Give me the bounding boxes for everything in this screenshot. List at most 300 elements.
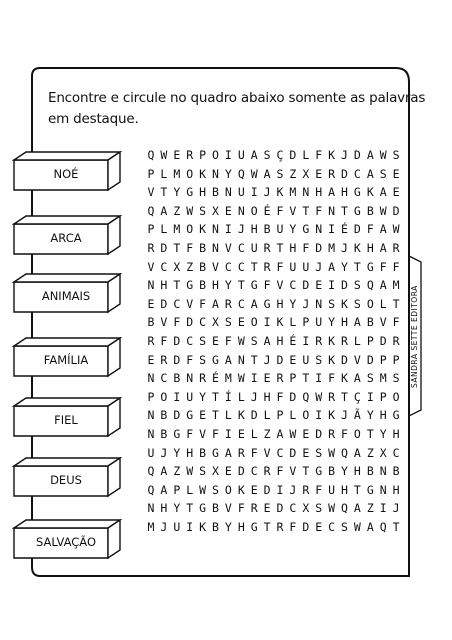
grid-letter[interactable]: A xyxy=(379,241,387,255)
grid-letter[interactable]: T xyxy=(173,278,181,293)
grid-letter[interactable]: B xyxy=(366,203,374,218)
grid-letter[interactable]: O xyxy=(250,203,258,218)
grid-letter[interactable]: A xyxy=(160,482,168,497)
grid-letter[interactable]: N xyxy=(315,222,323,237)
grid-letter[interactable]: A xyxy=(353,315,361,330)
grid-letter[interactable]: F xyxy=(379,259,387,274)
grid-letter[interactable]: K xyxy=(237,408,245,423)
grid-letter[interactable]: R xyxy=(263,259,271,274)
grid-letter[interactable]: S xyxy=(379,166,387,181)
grid-letter[interactable]: A xyxy=(224,445,232,460)
grid-letter[interactable]: Q xyxy=(147,464,155,479)
grid-letter[interactable]: O xyxy=(186,222,194,237)
grid-letter[interactable]: F xyxy=(237,501,245,516)
grid-letter[interactable]: N xyxy=(147,501,155,516)
grid-letter[interactable]: G xyxy=(263,296,271,311)
grid-letter[interactable]: S xyxy=(250,334,258,348)
grid-letter[interactable]: D xyxy=(289,389,297,404)
grid-letter[interactable]: D xyxy=(392,203,400,218)
grid-letter[interactable]: H xyxy=(237,520,245,534)
grid-letter[interactable]: T xyxy=(263,520,271,534)
grid-letter[interactable]: U xyxy=(237,148,245,162)
grid-letter[interactable]: H xyxy=(276,296,284,311)
grid-letter[interactable]: N xyxy=(147,278,155,293)
grid-letter[interactable]: M xyxy=(147,520,155,534)
grid-letter[interactable]: M xyxy=(392,278,400,293)
grid-letter[interactable]: Q xyxy=(237,166,245,181)
grid-letter[interactable]: V xyxy=(147,185,155,200)
grid-letter[interactable]: W xyxy=(186,464,194,479)
grid-letter[interactable]: K xyxy=(328,148,336,162)
grid-letter[interactable]: E xyxy=(250,482,258,497)
grid-letter[interactable]: F xyxy=(328,371,336,386)
grid-letter[interactable]: É xyxy=(341,222,348,237)
grid-letter[interactable]: F xyxy=(302,241,310,255)
grid-letter[interactable]: P xyxy=(289,371,297,386)
grid-letter[interactable]: R xyxy=(224,296,232,311)
grid-letter[interactable]: F xyxy=(366,222,374,237)
grid-letter[interactable]: A xyxy=(353,445,361,460)
grid-letter[interactable]: L xyxy=(160,222,168,237)
grid-letter[interactable]: I xyxy=(328,278,336,293)
grid-letter[interactable]: K xyxy=(353,241,361,255)
grid-letter[interactable]: E xyxy=(147,352,155,367)
grid-letter[interactable]: V xyxy=(212,259,219,274)
grid-letter[interactable]: Q xyxy=(341,445,348,460)
grid-letter[interactable]: F xyxy=(341,427,348,441)
grid-letter[interactable]: N xyxy=(212,241,219,255)
grid-letter[interactable]: W xyxy=(160,148,168,162)
grid-letter[interactable]: G xyxy=(392,408,400,423)
grid-letter[interactable]: C xyxy=(224,259,232,274)
grid-letter[interactable]: W xyxy=(186,203,194,218)
grid-letter[interactable]: R xyxy=(147,334,155,348)
grid-letter[interactable]: F xyxy=(276,464,284,479)
grid-letter[interactable]: I xyxy=(250,371,258,386)
grid-letter[interactable]: Z xyxy=(173,464,181,479)
grid-letter[interactable]: I xyxy=(263,315,271,330)
grid-letter[interactable]: L xyxy=(289,315,297,330)
grid-letter[interactable]: E xyxy=(302,427,310,441)
grid-letter[interactable]: S xyxy=(366,371,374,386)
grid-letter[interactable]: Y xyxy=(366,408,374,423)
grid-letter[interactable]: J xyxy=(250,389,258,404)
grid-letter[interactable]: T xyxy=(212,408,219,423)
grid-letter[interactable]: G xyxy=(353,203,361,218)
grid-letter[interactable]: T xyxy=(302,464,310,479)
grid-letter[interactable]: E xyxy=(224,464,232,479)
grid-letter[interactable]: Q xyxy=(147,482,155,497)
grid-letter[interactable]: Q xyxy=(341,501,348,516)
grid-letter[interactable]: L xyxy=(250,427,258,441)
grid-letter[interactable]: I xyxy=(224,148,232,162)
grid-letter[interactable]: X xyxy=(212,315,219,330)
grid-letter[interactable]: B xyxy=(173,371,181,386)
grid-letter[interactable]: Z xyxy=(366,445,374,460)
grid-letter[interactable]: T xyxy=(237,278,245,293)
grid-letter[interactable]: J xyxy=(263,185,271,200)
grid-letter[interactable]: D xyxy=(160,241,168,255)
grid-letter[interactable]: G xyxy=(199,501,207,516)
grid-letter[interactable]: L xyxy=(289,408,297,423)
grid-letter[interactable]: E xyxy=(392,166,400,181)
grid-letter[interactable]: H xyxy=(160,278,168,293)
grid-letter[interactable]: S xyxy=(315,352,323,367)
grid-letter[interactable]: E xyxy=(173,148,181,162)
grid-letter[interactable]: S xyxy=(263,148,271,162)
grid-letter[interactable]: R xyxy=(186,148,194,162)
grid-letter[interactable]: T xyxy=(302,371,310,386)
grid-letter[interactable]: O xyxy=(302,408,310,423)
grid-letter[interactable]: A xyxy=(328,259,336,274)
grid-letter[interactable]: E xyxy=(315,520,323,534)
grid-letter[interactable]: T xyxy=(392,520,400,534)
grid-letter[interactable]: P xyxy=(147,222,155,237)
grid-letter[interactable]: D xyxy=(237,464,245,479)
grid-letter[interactable]: U xyxy=(315,315,323,330)
grid-letter[interactable]: F xyxy=(160,334,168,348)
grid-letter[interactable]: P xyxy=(379,389,387,404)
grid-letter[interactable]: Y xyxy=(379,427,387,441)
grid-letter[interactable]: E xyxy=(302,445,310,460)
grid-letter[interactable]: V xyxy=(224,241,232,255)
grid-letter[interactable]: G xyxy=(302,222,310,237)
grid-letter[interactable]: S xyxy=(199,352,207,367)
grid-letter[interactable]: Ç xyxy=(276,148,284,162)
grid-letter[interactable]: K xyxy=(199,222,207,237)
grid-letter[interactable]: B xyxy=(199,241,207,255)
grid-letter[interactable]: C xyxy=(237,259,245,274)
grid-letter[interactable]: P xyxy=(199,148,207,162)
grid-letter[interactable]: E xyxy=(315,166,323,181)
grid-letter[interactable]: V xyxy=(379,315,387,330)
grid-letter[interactable]: H xyxy=(212,278,219,293)
grid-letter[interactable]: M xyxy=(173,166,181,181)
grid-letter[interactable]: Z xyxy=(289,166,297,181)
grid-letter[interactable]: S xyxy=(328,296,336,311)
grid-letter[interactable]: W xyxy=(289,427,297,441)
grid-letter[interactable]: T xyxy=(341,203,348,218)
grid-letter[interactable]: U xyxy=(250,241,258,255)
grid-letter[interactable]: H xyxy=(289,241,297,255)
grid-letter[interactable]: X xyxy=(302,501,310,516)
grid-letter[interactable]: R xyxy=(250,501,258,516)
grid-letter[interactable]: R xyxy=(328,166,336,181)
grid-letter[interactable]: S xyxy=(315,445,323,460)
grid-letter[interactable]: L xyxy=(353,334,361,348)
grid-letter[interactable]: A xyxy=(224,352,232,367)
grid-letter[interactable]: T xyxy=(212,389,219,404)
grid-letter[interactable]: I xyxy=(186,520,194,534)
grid-letter[interactable]: A xyxy=(353,501,361,516)
grid-letter[interactable]: H xyxy=(341,482,348,497)
grid-letter[interactable]: D xyxy=(276,352,284,367)
grid-letter[interactable]: H xyxy=(199,185,207,200)
grid-letter[interactable]: B xyxy=(263,222,271,237)
grid-letter[interactable]: Y xyxy=(173,445,181,460)
grid-letter[interactable]: L xyxy=(263,408,271,423)
grid-letter[interactable]: V xyxy=(289,464,297,479)
grid-letter[interactable]: C xyxy=(237,296,245,311)
grid-letter[interactable]: I xyxy=(302,334,310,348)
grid-letter[interactable]: R xyxy=(276,371,284,386)
grid-letter[interactable]: D xyxy=(289,148,297,162)
grid-letter[interactable]: C xyxy=(289,278,297,293)
grid-letter[interactable]: Q xyxy=(147,203,155,218)
grid-letter[interactable]: S xyxy=(199,203,207,218)
grid-letter[interactable]: H xyxy=(379,408,387,423)
grid-letter[interactable]: D xyxy=(289,445,297,460)
grid-letter[interactable]: H xyxy=(160,501,168,516)
grid-letter[interactable]: G xyxy=(353,185,361,200)
grid-letter[interactable]: V xyxy=(224,501,232,516)
grid-letter[interactable]: E xyxy=(263,371,271,386)
grid-letter[interactable]: L xyxy=(186,482,194,497)
grid-letter[interactable]: C xyxy=(160,371,168,386)
grid-letter[interactable]: U xyxy=(276,222,284,237)
grid-letter[interactable]: F xyxy=(186,427,194,441)
grid-letter[interactable]: T xyxy=(173,241,181,255)
grid-letter[interactable]: K xyxy=(341,371,348,386)
grid-letter[interactable]: D xyxy=(353,222,361,237)
grid-letter[interactable]: R xyxy=(263,241,271,255)
grid-letter[interactable]: P xyxy=(392,352,400,367)
grid-letter[interactable]: H xyxy=(315,185,323,200)
grid-letter[interactable]: M xyxy=(328,241,336,255)
grid-letter[interactable]: B xyxy=(392,464,400,479)
grid-letter[interactable]: J xyxy=(341,148,348,162)
grid-letter[interactable]: É xyxy=(263,203,271,218)
grid-letter[interactable]: N xyxy=(212,222,219,237)
grid-letter[interactable]: E xyxy=(224,203,232,218)
grid-letter[interactable]: H xyxy=(366,241,374,255)
grid-letter[interactable]: W xyxy=(379,203,387,218)
grid-letter[interactable]: Y xyxy=(173,501,181,516)
grid-letter[interactable]: U xyxy=(289,259,297,274)
grid-letter[interactable]: C xyxy=(289,501,297,516)
grid-letter[interactable]: C xyxy=(392,445,400,460)
grid-letter[interactable]: N xyxy=(224,185,232,200)
grid-letter[interactable]: C xyxy=(250,464,258,479)
grid-letter[interactable]: O xyxy=(186,166,194,181)
grid-letter[interactable]: X xyxy=(173,259,181,274)
grid-letter[interactable]: S xyxy=(212,482,219,497)
grid-letter[interactable]: X xyxy=(379,445,387,460)
grid-letter[interactable]: R xyxy=(328,389,336,404)
grid-letter[interactable]: N xyxy=(302,185,310,200)
grid-letter[interactable]: J xyxy=(302,296,310,311)
grid-letter[interactable]: B xyxy=(366,315,374,330)
grid-letter[interactable]: H xyxy=(186,445,194,460)
grid-letter[interactable]: D xyxy=(302,278,310,293)
grid-letter[interactable]: D xyxy=(173,408,181,423)
grid-letter[interactable]: J xyxy=(289,482,297,497)
grid-letter[interactable]: E xyxy=(237,427,245,441)
grid-letter[interactable]: W xyxy=(353,520,361,534)
grid-letter[interactable]: E xyxy=(392,185,400,200)
grid-letter[interactable]: L xyxy=(379,296,387,311)
grid-letter[interactable]: D xyxy=(366,352,374,367)
grid-letter[interactable]: S xyxy=(353,278,361,293)
grid-letter[interactable]: A xyxy=(366,520,374,534)
grid-letter[interactable]: I xyxy=(224,427,232,441)
grid-letter[interactable]: D xyxy=(250,408,258,423)
grid-letter[interactable]: K xyxy=(276,315,284,330)
grid-letter[interactable]: T xyxy=(250,259,258,274)
grid-letter[interactable]: Y xyxy=(289,296,297,311)
grid-letter[interactable]: F xyxy=(289,520,297,534)
grid-letter[interactable]: F xyxy=(392,259,400,274)
grid-letter[interactable]: N xyxy=(147,408,155,423)
grid-letter[interactable]: A xyxy=(250,296,258,311)
grid-letter[interactable]: J xyxy=(160,520,168,534)
grid-letter[interactable]: F xyxy=(315,203,323,218)
grid-letter[interactable]: G xyxy=(212,445,219,460)
grid-letter[interactable]: B xyxy=(212,520,219,534)
grid-letter[interactable]: V xyxy=(276,278,284,293)
grid-letter[interactable]: M xyxy=(379,371,387,386)
grid-letter[interactable]: B xyxy=(366,464,374,479)
grid-letter[interactable]: B xyxy=(212,185,219,200)
grid-letter[interactable]: D xyxy=(186,315,194,330)
grid-letter[interactable]: T xyxy=(341,389,348,404)
grid-letter[interactable]: Z xyxy=(173,203,181,218)
grid-letter[interactable]: T xyxy=(353,259,361,274)
grid-letter[interactable]: E xyxy=(147,296,155,311)
grid-letter[interactable]: C xyxy=(276,445,284,460)
grid-letter[interactable]: R xyxy=(315,334,323,348)
grid-letter[interactable]: T xyxy=(392,296,400,311)
grid-letter[interactable]: F xyxy=(186,352,194,367)
grid-letter[interactable]: K xyxy=(328,334,336,348)
grid-letter[interactable]: M xyxy=(224,371,232,386)
grid-letter[interactable]: A xyxy=(379,185,387,200)
grid-letter[interactable]: J xyxy=(263,352,271,367)
grid-letter[interactable]: H xyxy=(353,464,361,479)
grid-letter[interactable]: U xyxy=(302,352,310,367)
grid-letter[interactable]: H xyxy=(276,334,284,348)
grid-letter[interactable]: D xyxy=(353,148,361,162)
grid-letter[interactable]: K xyxy=(199,166,207,181)
grid-letter[interactable]: J xyxy=(160,445,168,460)
grid-letter[interactable]: C xyxy=(160,259,168,274)
grid-letter[interactable]: D xyxy=(341,166,348,181)
grid-letter[interactable]: S xyxy=(392,148,400,162)
grid-letter[interactable]: S xyxy=(199,334,207,348)
grid-letter[interactable]: W xyxy=(379,148,387,162)
grid-letter[interactable]: F xyxy=(173,315,181,330)
grid-letter[interactable]: D xyxy=(341,352,348,367)
grid-letter[interactable]: N xyxy=(147,371,155,386)
grid-letter[interactable]: H xyxy=(341,315,348,330)
grid-letter[interactable]: V xyxy=(147,259,155,274)
grid-letter[interactable]: B xyxy=(199,278,207,293)
grid-letter[interactable]: G xyxy=(186,278,194,293)
grid-letter[interactable]: J xyxy=(315,259,323,274)
grid-letter[interactable]: F xyxy=(276,259,284,274)
grid-letter[interactable]: R xyxy=(276,520,284,534)
grid-letter[interactable]: W xyxy=(237,371,245,386)
grid-letter[interactable]: D xyxy=(263,482,271,497)
grid-letter[interactable]: Y xyxy=(341,464,348,479)
grid-letter[interactable]: T xyxy=(353,482,361,497)
grid-letter[interactable]: F xyxy=(276,389,284,404)
grid-letter[interactable]: D xyxy=(315,241,323,255)
grid-letter[interactable]: C xyxy=(186,334,194,348)
grid-letter[interactable]: I xyxy=(315,371,323,386)
grid-letter[interactable]: B xyxy=(212,501,219,516)
grid-letter[interactable]: H xyxy=(263,389,271,404)
grid-letter[interactable]: L xyxy=(224,408,232,423)
grid-letter[interactable]: D xyxy=(341,278,348,293)
grid-letter[interactable]: H xyxy=(250,222,258,237)
grid-letter[interactable]: R xyxy=(341,334,348,348)
grid-letter[interactable]: G xyxy=(212,352,219,367)
grid-letter[interactable]: W xyxy=(315,389,323,404)
grid-letter[interactable]: Q xyxy=(379,520,387,534)
grid-letter[interactable]: G xyxy=(250,278,258,293)
grid-letter[interactable]: G xyxy=(186,408,194,423)
grid-letter[interactable]: R xyxy=(237,445,245,460)
grid-letter[interactable]: K xyxy=(328,352,336,367)
grid-letter[interactable]: O xyxy=(366,296,374,311)
grid-letter[interactable]: D xyxy=(160,296,168,311)
grid-letter[interactable]: A xyxy=(353,371,361,386)
grid-letter[interactable]: E xyxy=(263,501,271,516)
grid-letter[interactable]: D xyxy=(173,352,181,367)
grid-letter[interactable]: T xyxy=(250,352,258,367)
grid-letter[interactable]: G xyxy=(186,185,194,200)
grid-letter[interactable]: Y xyxy=(224,520,232,534)
grid-letter[interactable]: C xyxy=(173,296,181,311)
grid-letter[interactable]: Z xyxy=(186,259,194,274)
grid-letter[interactable]: O xyxy=(392,389,400,404)
grid-letter[interactable]: P xyxy=(302,315,310,330)
grid-letter[interactable]: I xyxy=(315,408,323,423)
grid-letter[interactable]: R xyxy=(392,334,400,348)
grid-letter[interactable]: L xyxy=(160,166,168,181)
grid-letter[interactable]: I xyxy=(224,222,232,237)
grid-letter[interactable]: Y xyxy=(173,185,181,200)
grid-letter[interactable]: É xyxy=(289,334,297,348)
grid-letter[interactable]: A xyxy=(379,278,387,293)
grid-letter[interactable]: J xyxy=(341,241,348,255)
grid-letter[interactable]: E xyxy=(315,278,323,293)
grid-letter[interactable]: Ã xyxy=(353,408,361,423)
grid-letter[interactable]: W xyxy=(199,482,207,497)
grid-letter[interactable]: Y xyxy=(289,222,297,237)
grid-letter[interactable]: I xyxy=(328,222,336,237)
grid-letter[interactable]: D xyxy=(276,501,284,516)
grid-letter[interactable]: V xyxy=(160,315,168,330)
grid-letter[interactable]: S xyxy=(353,296,361,311)
grid-letter[interactable]: T xyxy=(276,241,284,255)
grid-letter[interactable]: A xyxy=(276,427,284,441)
grid-letter[interactable]: E xyxy=(212,334,219,348)
grid-letter[interactable]: Ç xyxy=(353,389,361,404)
grid-letter[interactable]: X xyxy=(212,203,219,218)
grid-letter[interactable]: F xyxy=(315,148,323,162)
grid-letter[interactable]: A xyxy=(160,203,168,218)
grid-letter[interactable]: S xyxy=(392,371,400,386)
grid-letter[interactable]: B xyxy=(199,259,207,274)
grid-letter[interactable]: T xyxy=(186,501,194,516)
grid-letter[interactable]: S xyxy=(224,315,232,330)
grid-letter[interactable]: J xyxy=(392,501,400,516)
grid-letter[interactable]: I xyxy=(276,482,284,497)
grid-letter[interactable]: H xyxy=(392,482,400,497)
grid-letter[interactable]: O xyxy=(353,427,361,441)
